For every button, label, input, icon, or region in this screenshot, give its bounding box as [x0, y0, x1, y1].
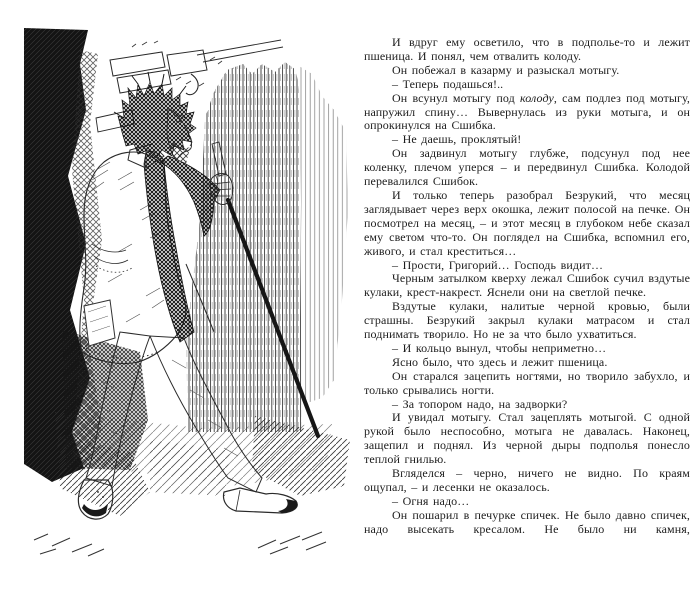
paragraph: Он пошарил в печурке спичек. Не было давно спичек, надо высекать кресалом. Не было ни камня,	[364, 507, 690, 536]
paragraph: – За топором надо, на задворки?	[392, 396, 568, 411]
paragraph: – Не даешь, проклятый!	[392, 132, 522, 147]
paragraph: Он всунул мотыгу под колоду, сам подлез под мотыгу, напружил спину… Вывернулась из руки мотыга, и он опрокинулся на Сшибка.	[364, 90, 690, 133]
paragraph: Черным затылком кверху лежал Сшибок сучил вздутые кулаки, крест-накрест. Яснели они на светлой печке.	[364, 271, 690, 300]
paragraph: И только теперь разобрал Безрукий, что месяц заглядывает через верх окошка, лежит полосой на печке. Он посмотрел на месяц, – и этот месяц в глубоком небе сказал ему светом что-то. Он поглядел на Сшибка, вспомнил его, живого, и стал креститься…	[364, 187, 690, 258]
paragraph: Вгляделся – черно, ничего не видно. По краям ощупал, – и лесенки не оказалось.	[364, 466, 690, 494]
paragraph: Он задвинул мотыгу глубже, подсунул под нее коленку, плечом уперся – и передвинул Сшибка. Колодой перевалился Сшибок.	[364, 146, 690, 189]
paragraph: – Прости, Григорий… Господь видит…	[392, 257, 604, 272]
page-text	[364, 36, 690, 537]
paragraph: Он побежал в казарму и разыскал мотыгу.	[392, 62, 620, 77]
paragraph: Он старался зацепить ногтями, но творило забухло, и только срывались ногти.	[364, 368, 690, 397]
paragraph: – И кольцо вынул, чтобы неприметно…	[392, 340, 607, 355]
paragraph: И увидал мотыгу. Стал зацеплять мотыгой. С одной рукой было неспособно, мотыга не давалась. Наконец, защепил и поднял. Из черной дыры подполья понесло теплой гнилью.	[364, 410, 690, 467]
paragraph: И вдруг ему осветило, что в подполье-то и лежит пшеница. И понял, чем отвалить колоду.	[364, 35, 690, 63]
coat-pocket	[84, 300, 115, 346]
paragraph: – Теперь подашься!..	[392, 76, 504, 91]
boot-back	[224, 488, 298, 513]
head	[114, 72, 196, 164]
paragraph: – Огня надо…	[392, 493, 470, 508]
wall-hook	[186, 74, 198, 95]
paragraph: Вздутые кулаки, налитые черной кровью, были страшны. Безрукий закрыл кулаки матрасом и стал поднимать творило. Но не за что было ухватиться.	[364, 299, 690, 342]
paragraph: Ясно было, что здесь и лежит пшеница.	[392, 354, 608, 369]
wall-hatch	[186, 62, 348, 432]
